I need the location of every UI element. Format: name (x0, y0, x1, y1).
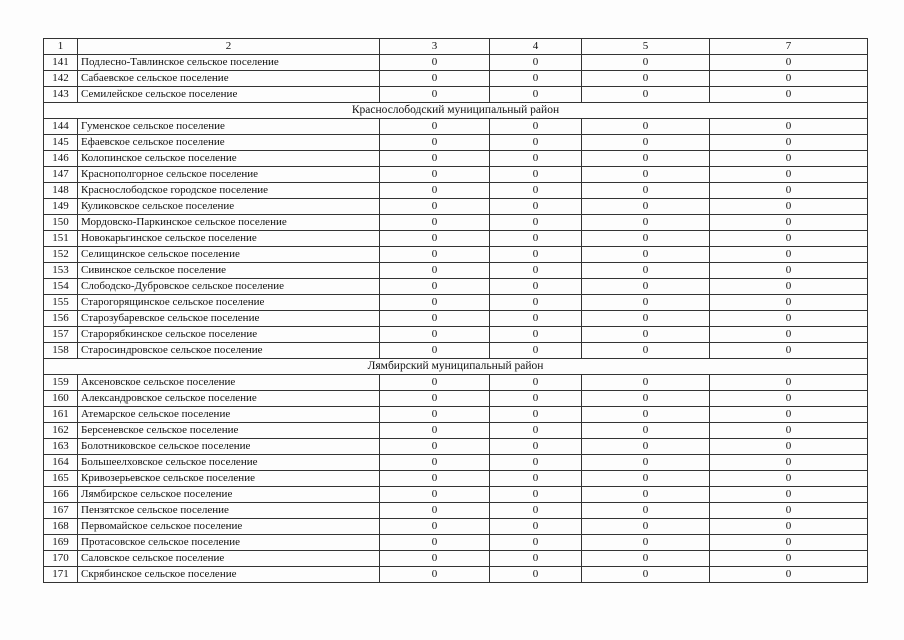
value-cell: 0 (380, 119, 490, 135)
row-number: 143 (44, 87, 78, 103)
value-cell: 0 (582, 407, 710, 423)
settlement-name: Александровское сельское поселение (78, 391, 380, 407)
table-row (44, 343, 868, 359)
row-number: 171 (44, 567, 78, 583)
value-cell: 0 (490, 247, 582, 263)
table-row (44, 551, 868, 567)
table-body (44, 39, 868, 583)
row-number: 154 (44, 279, 78, 295)
table-row (44, 519, 868, 535)
settlement-name: Кривозерьевское сельское поселение (78, 471, 380, 487)
settlement-name: Большеелховское сельское поселение (78, 455, 380, 471)
value-cell: 0 (710, 551, 868, 567)
row-number: 150 (44, 215, 78, 231)
table-row (44, 311, 868, 327)
value-cell: 0 (490, 311, 582, 327)
value-cell: 0 (380, 71, 490, 87)
row-number: 149 (44, 199, 78, 215)
value-cell: 0 (380, 311, 490, 327)
table-row (44, 327, 868, 343)
column-number: 3 (380, 39, 490, 55)
value-cell: 0 (582, 455, 710, 471)
table-row (44, 439, 868, 455)
value-cell: 0 (582, 231, 710, 247)
table-row (44, 391, 868, 407)
settlement-name: Куликовское сельское поселение (78, 199, 380, 215)
value-cell: 0 (710, 407, 868, 423)
section-title: Лямбирский муниципальный район (44, 359, 868, 375)
row-number: 158 (44, 343, 78, 359)
settlement-name: Старорябкинское сельское поселение (78, 327, 380, 343)
value-cell: 0 (710, 231, 868, 247)
table-row (44, 231, 868, 247)
value-cell: 0 (490, 279, 582, 295)
value-cell: 0 (582, 551, 710, 567)
value-cell: 0 (582, 391, 710, 407)
row-number: 152 (44, 247, 78, 263)
row-number: 147 (44, 167, 78, 183)
table-row (44, 247, 868, 263)
value-cell: 0 (380, 503, 490, 519)
settlement-name: Атемарское сельское поселение (78, 407, 380, 423)
value-cell: 0 (490, 407, 582, 423)
value-cell: 0 (490, 439, 582, 455)
value-cell: 0 (582, 487, 710, 503)
value-cell: 0 (490, 471, 582, 487)
table-row (44, 151, 868, 167)
row-number: 169 (44, 535, 78, 551)
value-cell: 0 (710, 135, 868, 151)
value-cell: 0 (710, 151, 868, 167)
value-cell: 0 (380, 391, 490, 407)
settlement-name: Слободско-Дубровское сельское поселение (78, 279, 380, 295)
table-row (44, 295, 868, 311)
value-cell: 0 (380, 535, 490, 551)
settlement-name: Берсеневское сельское поселение (78, 423, 380, 439)
value-cell: 0 (582, 439, 710, 455)
value-cell: 0 (582, 423, 710, 439)
column-number: 5 (582, 39, 710, 55)
value-cell: 0 (710, 519, 868, 535)
value-cell: 0 (380, 215, 490, 231)
value-cell: 0 (490, 391, 582, 407)
value-cell: 0 (490, 455, 582, 471)
value-cell: 0 (490, 215, 582, 231)
table-row (44, 375, 868, 391)
value-cell: 0 (380, 167, 490, 183)
value-cell: 0 (380, 423, 490, 439)
value-cell: 0 (490, 263, 582, 279)
table-row (44, 135, 868, 151)
settlement-name: Селищинское сельское поселение (78, 247, 380, 263)
value-cell: 0 (490, 519, 582, 535)
settlement-name: Лямбирское сельское поселение (78, 487, 380, 503)
settlement-name: Протасовское сельское поселение (78, 535, 380, 551)
value-cell: 0 (380, 487, 490, 503)
row-number: 145 (44, 135, 78, 151)
value-cell: 0 (710, 327, 868, 343)
value-cell: 0 (710, 119, 868, 135)
row-number: 156 (44, 311, 78, 327)
value-cell: 0 (710, 503, 868, 519)
row-number: 157 (44, 327, 78, 343)
value-cell: 0 (380, 295, 490, 311)
row-number: 160 (44, 391, 78, 407)
value-cell: 0 (710, 183, 868, 199)
settlement-name: Семилейское сельское поселение (78, 87, 380, 103)
table-row (44, 471, 868, 487)
row-number: 155 (44, 295, 78, 311)
column-number: 4 (490, 39, 582, 55)
row-number: 146 (44, 151, 78, 167)
settlement-name: Старосиндровское сельское поселение (78, 343, 380, 359)
value-cell: 0 (490, 551, 582, 567)
row-number: 142 (44, 71, 78, 87)
settlement-name: Сивинское сельское поселение (78, 263, 380, 279)
column-number: 1 (44, 39, 78, 55)
value-cell: 0 (490, 183, 582, 199)
value-cell: 0 (710, 215, 868, 231)
value-cell: 0 (710, 199, 868, 215)
value-cell: 0 (710, 247, 868, 263)
value-cell: 0 (710, 423, 868, 439)
row-number: 167 (44, 503, 78, 519)
value-cell: 0 (582, 183, 710, 199)
value-cell: 0 (490, 135, 582, 151)
value-cell: 0 (582, 471, 710, 487)
value-cell: 0 (710, 87, 868, 103)
settlement-name: Ефаевское сельское поселение (78, 135, 380, 151)
value-cell: 0 (490, 343, 582, 359)
table-row (44, 279, 868, 295)
value-cell: 0 (380, 519, 490, 535)
row-number: 170 (44, 551, 78, 567)
value-cell: 0 (710, 295, 868, 311)
value-cell: 0 (490, 487, 582, 503)
value-cell: 0 (380, 455, 490, 471)
value-cell: 0 (582, 279, 710, 295)
value-cell: 0 (582, 119, 710, 135)
value-cell: 0 (582, 519, 710, 535)
value-cell: 0 (490, 119, 582, 135)
column-number: 2 (78, 39, 380, 55)
table-row (44, 87, 868, 103)
value-cell: 0 (710, 311, 868, 327)
settlement-name: Гуменское сельское поселение (78, 119, 380, 135)
value-cell: 0 (582, 503, 710, 519)
value-cell: 0 (710, 471, 868, 487)
row-number: 141 (44, 55, 78, 71)
table-row (44, 199, 868, 215)
table-row (44, 423, 868, 439)
value-cell: 0 (490, 327, 582, 343)
value-cell: 0 (582, 375, 710, 391)
value-cell: 0 (710, 567, 868, 583)
value-cell: 0 (380, 199, 490, 215)
table-row (44, 167, 868, 183)
value-cell: 0 (582, 215, 710, 231)
value-cell: 0 (380, 135, 490, 151)
value-cell: 0 (380, 55, 490, 71)
row-number: 161 (44, 407, 78, 423)
settlement-name: Подлесно-Тавлинское сельское поселение (78, 55, 380, 71)
value-cell: 0 (710, 487, 868, 503)
value-cell: 0 (490, 503, 582, 519)
column-number: 7 (710, 39, 868, 55)
table-row (44, 503, 868, 519)
section-header-row (44, 359, 868, 375)
value-cell: 0 (380, 471, 490, 487)
value-cell: 0 (582, 343, 710, 359)
value-cell: 0 (490, 231, 582, 247)
value-cell: 0 (582, 151, 710, 167)
value-cell: 0 (490, 87, 582, 103)
value-cell: 0 (582, 71, 710, 87)
row-number: 166 (44, 487, 78, 503)
value-cell: 0 (582, 535, 710, 551)
value-cell: 0 (380, 567, 490, 583)
row-number: 163 (44, 439, 78, 455)
value-cell: 0 (380, 327, 490, 343)
settlement-name: Скрябинское сельское поселение (78, 567, 380, 583)
settlement-name: Мордовско-Паркинское сельское поселение (78, 215, 380, 231)
row-number: 159 (44, 375, 78, 391)
section-header-row (44, 103, 868, 119)
row-number: 162 (44, 423, 78, 439)
value-cell: 0 (490, 295, 582, 311)
value-cell: 0 (710, 55, 868, 71)
value-cell: 0 (380, 87, 490, 103)
settlement-name: Аксеновское сельское поселение (78, 375, 380, 391)
table-row (44, 407, 868, 423)
table-row (44, 215, 868, 231)
value-cell: 0 (582, 199, 710, 215)
value-cell: 0 (380, 375, 490, 391)
value-cell: 0 (380, 551, 490, 567)
row-number: 164 (44, 455, 78, 471)
settlement-name: Болотниковское сельское поселение (78, 439, 380, 455)
value-cell: 0 (710, 167, 868, 183)
settlement-name: Колопинское сельское поселение (78, 151, 380, 167)
value-cell: 0 (582, 135, 710, 151)
value-cell: 0 (710, 439, 868, 455)
table-row (44, 55, 868, 71)
settlement-name: Сабаевское сельское поселение (78, 71, 380, 87)
data-table (43, 38, 868, 583)
value-cell: 0 (582, 247, 710, 263)
value-cell: 0 (582, 567, 710, 583)
value-cell: 0 (380, 407, 490, 423)
row-number: 148 (44, 183, 78, 199)
value-cell: 0 (710, 375, 868, 391)
value-cell: 0 (380, 231, 490, 247)
value-cell: 0 (380, 151, 490, 167)
value-cell: 0 (710, 455, 868, 471)
table-row (44, 119, 868, 135)
section-title: Краснослободский муниципальный район (44, 103, 868, 119)
value-cell: 0 (582, 263, 710, 279)
settlement-name: Саловское сельское поселение (78, 551, 380, 567)
settlement-name: Краснополгорное сельское поселение (78, 167, 380, 183)
table-row (44, 183, 868, 199)
table-row (44, 567, 868, 583)
value-cell: 0 (490, 567, 582, 583)
settlement-name: Первомайское сельское поселение (78, 519, 380, 535)
value-cell: 0 (490, 55, 582, 71)
row-number: 153 (44, 263, 78, 279)
row-number: 168 (44, 519, 78, 535)
table-row (44, 71, 868, 87)
value-cell: 0 (490, 535, 582, 551)
table-row (44, 535, 868, 551)
table-row (44, 455, 868, 471)
settlement-name: Старозубаревское сельское поселение (78, 311, 380, 327)
row-number: 144 (44, 119, 78, 135)
value-cell: 0 (490, 199, 582, 215)
settlement-name: Старогорящинское сельское поселение (78, 295, 380, 311)
value-cell: 0 (582, 167, 710, 183)
value-cell: 0 (490, 151, 582, 167)
value-cell: 0 (490, 167, 582, 183)
value-cell: 0 (710, 343, 868, 359)
value-cell: 0 (490, 375, 582, 391)
settlement-name: Пензятское сельское поселение (78, 503, 380, 519)
value-cell: 0 (582, 55, 710, 71)
column-number-row (44, 39, 868, 55)
table-row (44, 263, 868, 279)
value-cell: 0 (490, 423, 582, 439)
value-cell: 0 (380, 183, 490, 199)
value-cell: 0 (380, 247, 490, 263)
value-cell: 0 (380, 439, 490, 455)
value-cell: 0 (380, 263, 490, 279)
value-cell: 0 (380, 279, 490, 295)
row-number: 151 (44, 231, 78, 247)
value-cell: 0 (582, 311, 710, 327)
row-number: 165 (44, 471, 78, 487)
value-cell: 0 (710, 535, 868, 551)
value-cell: 0 (710, 71, 868, 87)
value-cell: 0 (380, 343, 490, 359)
value-cell: 0 (582, 87, 710, 103)
settlement-name: Новокарьгинское сельское поселение (78, 231, 380, 247)
value-cell: 0 (582, 295, 710, 311)
value-cell: 0 (710, 391, 868, 407)
value-cell: 0 (710, 279, 868, 295)
value-cell: 0 (582, 327, 710, 343)
settlement-name: Краснослободское городское поселение (78, 183, 380, 199)
value-cell: 0 (490, 71, 582, 87)
table-row (44, 487, 868, 503)
value-cell: 0 (710, 263, 868, 279)
